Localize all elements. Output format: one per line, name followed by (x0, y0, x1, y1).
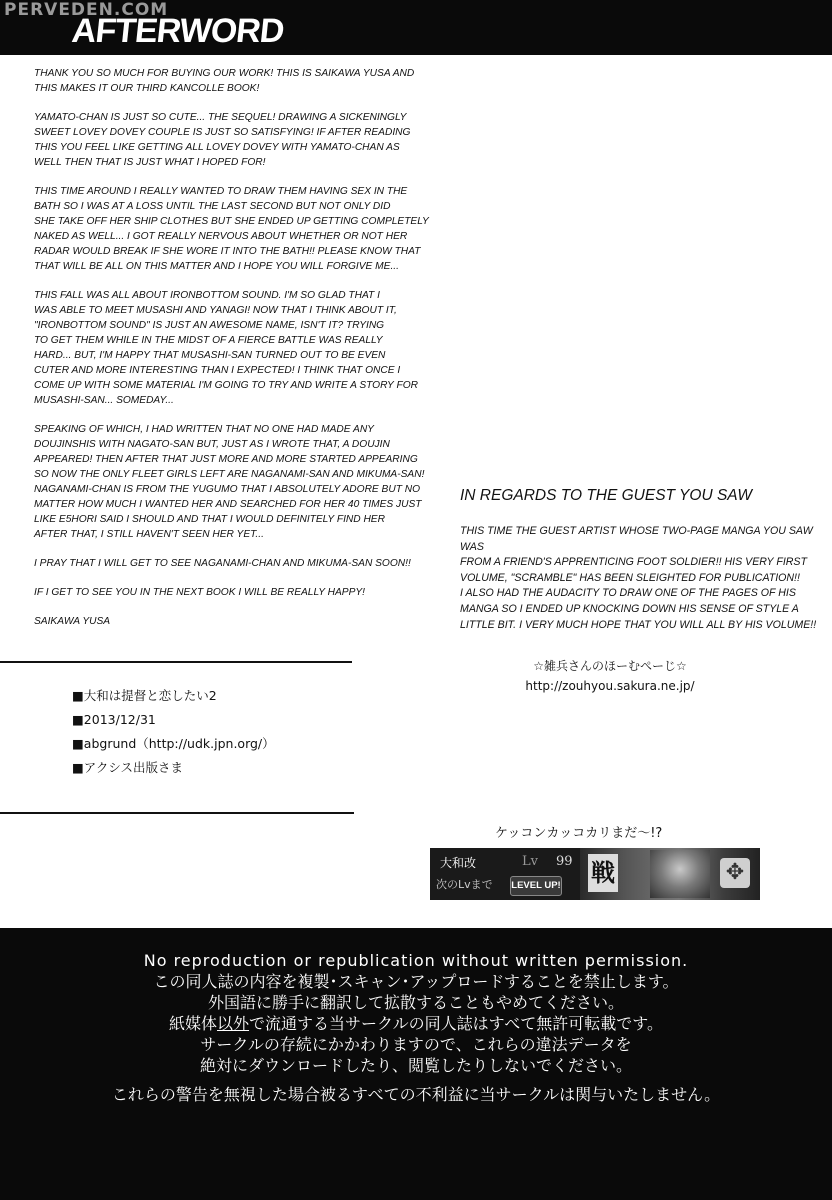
afterword-line: SHE TAKE OFF HER SHIP CLOTHES BUT SHE ENDED UP GETTING COMPLETELY (34, 216, 429, 227)
warning-final: これらの警告を無視した場合被るすべての不利益に当サークルは関与いたしません。 (111, 1085, 721, 1104)
afterword-line: SO NOW THE ONLY FLEET GIRLS LEFT ARE NAGANAMI-SAN AND MIKUMA-SAN! (34, 469, 425, 480)
afterword-line: DOUJINSHIS WITH NAGATO-SAN BUT, JUST AS I WROTE THAT, A DOUJIN (34, 439, 390, 450)
ship-name: 大和改 (440, 856, 477, 870)
guest-line: FROM A FRIEND'S APPRENTICING FOOT SOLDIER!! HIS VERY FIRST (460, 556, 807, 569)
warning-jp-3 (0, 1013, 832, 1034)
character-portrait (650, 850, 710, 898)
afterword-line: APPEARED! THEN AFTER THAT JUST MORE AND MORE STARTED APPEARING (34, 454, 418, 465)
warning-jp-4: サークルの存続にかかわりますので、これらの違法データを (200, 1035, 632, 1054)
afterword-line: SAIKAWA YUSA (34, 616, 111, 627)
level-up-badge: LEVEL UP! (510, 876, 562, 896)
afterword-line: THIS FALL WAS ALL ABOUT IRONBOTTOM SOUND. I'M SO GLAD THAT I (34, 290, 380, 301)
afterword-line: RADAR WOULD BREAK IF SHE WORE IT INTO THE BATH!! PLEASE KNOW THAT (34, 246, 421, 257)
guest-line: THIS TIME THE GUEST ARTIST WHOSE TWO-PAGE MANGA YOU SAW (460, 525, 813, 537)
afterword-paragraph (34, 184, 429, 274)
next-level-label: 次のLvまで (436, 878, 493, 891)
warning-english: No reproduction or republication without written permission. (143, 951, 689, 970)
afterword-line: THANK YOU SO MUCH FOR BUYING OUR WORK! THIS IS SAIKAWA YUSA AND (34, 68, 415, 79)
afterword-line: THAT WILL BE ALL ON THIS MATTER AND I HOPE YOU WILL FORGIVE ME... (34, 261, 399, 272)
guest-line: LITTLE BIT. I VERY MUCH HOPE THAT YOU WILL ALL BY HIS VOLUME!! (460, 618, 817, 631)
afterword-paragraph (34, 614, 379, 629)
colophon (72, 686, 275, 782)
afterword-line: THIS TIME AROUND I REALLY WANTED TO DRAW THEM HAVING SEX IN THE (34, 186, 408, 197)
guest-line: I ALSO HAD THE AUDACITY TO DRAW ONE OF THE PAGES OF HIS (460, 587, 796, 600)
warning-jp-3-post: で流通する当サークルの同人誌はすべて無許可転載です。 (249, 1014, 663, 1033)
afterword-line: I PRAY THAT I WILL GET TO SEE NAGANAMI-CHAN AND MIKUMA-SAN SOON!! (34, 558, 411, 569)
warning-jp-3-underlined: 以外 (217, 1014, 250, 1033)
colophon-date: ■2013/12/31 (72, 712, 156, 727)
afterword-line: SPEAKING OF WHICH, I HAD WRITTEN THAT NO ONE HAD MADE ANY (34, 424, 374, 435)
emblem-icon: ✥ (720, 858, 750, 888)
afterword-line: MUSASHI-SAN... SOMEDAY... (34, 395, 174, 406)
colophon-title: ■大和は提督と恋したい2 (72, 688, 217, 703)
level-label: Lv (522, 854, 538, 869)
afterword-line: TO GET THEM WHILE IN THE MIDST OF A FIERCE BATTLE WAS REALLY (34, 335, 383, 346)
afterword-line: WAS ABLE TO MEET MUSASHI AND YANAGI! NOW THAT I THINK ABOUT IT, (34, 305, 397, 316)
guest-heading: IN REGARDS TO THE GUEST YOU SAW (460, 487, 752, 504)
page-title: AFTERWORD (70, 12, 286, 50)
afterword-paragraph (34, 288, 419, 408)
colophon-printer: ■アクシス出版さま (72, 760, 184, 775)
afterword-text (34, 66, 429, 643)
homepage-info (500, 656, 720, 696)
afterword-paragraph (34, 110, 411, 170)
ship-status-panel (430, 848, 760, 900)
colophon-circle: ■abgrund（http://udk.jpn.org/） (72, 736, 275, 751)
warning-jp-1: この同人誌の内容を複製･スキャン･アップロードすることを禁止します。 (153, 972, 679, 991)
warning-text (0, 950, 832, 1076)
ship-artwork (580, 848, 760, 900)
afterword-line: NAKED AS WELL... I GOT REALLY NERVOUS ABOUT WHETHER OR NOT HER (34, 231, 408, 242)
afterword-line: SWEET LOVEY DOVEY COUPLE IS JUST SO SATISFYING! IF AFTER READING (34, 127, 411, 138)
afterword-line: CUTER AND MORE INTERESTING THAN I EXPECTED! I THINK THAT ONCE I (34, 365, 401, 376)
afterword-line: THIS MAKES IT OUR THIRD KANCOLLE BOOK! (34, 83, 260, 94)
afterword-line: NAGANAMI-CHAN IS FROM THE YUGUMO THAT I ABSOLUTELY ADORE BUT NO (34, 484, 421, 495)
afterword-paragraph (34, 585, 379, 600)
guest-text (460, 524, 817, 633)
footer-warning-bar (0, 928, 832, 1200)
afterword-line: MATTER HOW MUCH I WANTED HER AND SEARCHED FOR HER 40 TIMES JUST (34, 499, 422, 510)
divider-top (0, 661, 352, 663)
afterword-line: AFTER THAT, I STILL HAVEN'T SEEN HER YET... (34, 529, 264, 540)
afterword-line: WELL THEN THAT IS JUST WHAT I HOPED FOR! (34, 157, 266, 168)
guest-line: WAS (460, 540, 484, 553)
homepage-name: ☆雑兵さんのほーむぺーじ☆ (533, 659, 687, 673)
level-value: 99 (556, 854, 573, 869)
battle-kanji-icon: 戦 (588, 854, 618, 892)
kekkon-caption: ケッコンカッコカリまだ～!? (495, 826, 663, 841)
afterword-line: YAMATO-CHAN IS JUST SO CUTE... THE SEQUEL! DRAWING A SICKENINGLY (34, 112, 407, 123)
afterword-paragraph (34, 66, 415, 96)
warning-jp-2: 外国語に勝手に翻訳して拡散することもやめてください。 (207, 993, 624, 1012)
afterword-paragraph (34, 556, 411, 571)
divider-bottom (0, 812, 354, 814)
afterword-line: THIS YOU FEEL LIKE GETTING ALL LOVEY DOVEY WITH YAMATO-CHAN AS (34, 142, 400, 153)
afterword-line: BATH SO I WAS AT A LOSS UNTIL THE LAST SECOND BUT NOT ONLY DID (34, 201, 391, 212)
header-bar (0, 0, 832, 55)
warning-jp-5: 絶対にダウンロードしたり、閲覧したりしないでください。 (199, 1056, 632, 1075)
homepage-url: http://zouhyou.sakura.ne.jp/ (525, 679, 695, 693)
afterword-line: HARD... BUT, I'M HAPPY THAT MUSASHI-SAN TURNED OUT TO BE EVEN (34, 350, 386, 361)
guest-line: VOLUME, "SCRAMBLE" HAS BEEN SLEIGHTED FOR PUBLICATION!! (460, 571, 800, 584)
afterword-line: IF I GET TO SEE YOU IN THE NEXT BOOK I WILL BE REALLY HAPPY! (34, 587, 366, 598)
afterword-line: COME UP WITH SOME MATERIAL I'M GOING TO TRY AND WRITE A STORY FOR (34, 380, 419, 391)
site-watermark: PERVEDEN.COM (4, 0, 169, 20)
guest-line: MANGA SO I ENDED UP KNOCKING DOWN HIS SENSE OF STYLE A (460, 602, 799, 615)
afterword-paragraph (34, 422, 425, 542)
warning-jp-3-pre: 紙媒体 (169, 1014, 218, 1033)
afterword-line: "IRONBOTTOM SOUND" IS JUST AN AWESOME NAME, ISN'T IT? TRYING (34, 320, 385, 331)
afterword-line: LIKE E5HORI SAID I SHOULD AND THAT I WOULD DEFINITELY FIND HER (34, 514, 385, 525)
